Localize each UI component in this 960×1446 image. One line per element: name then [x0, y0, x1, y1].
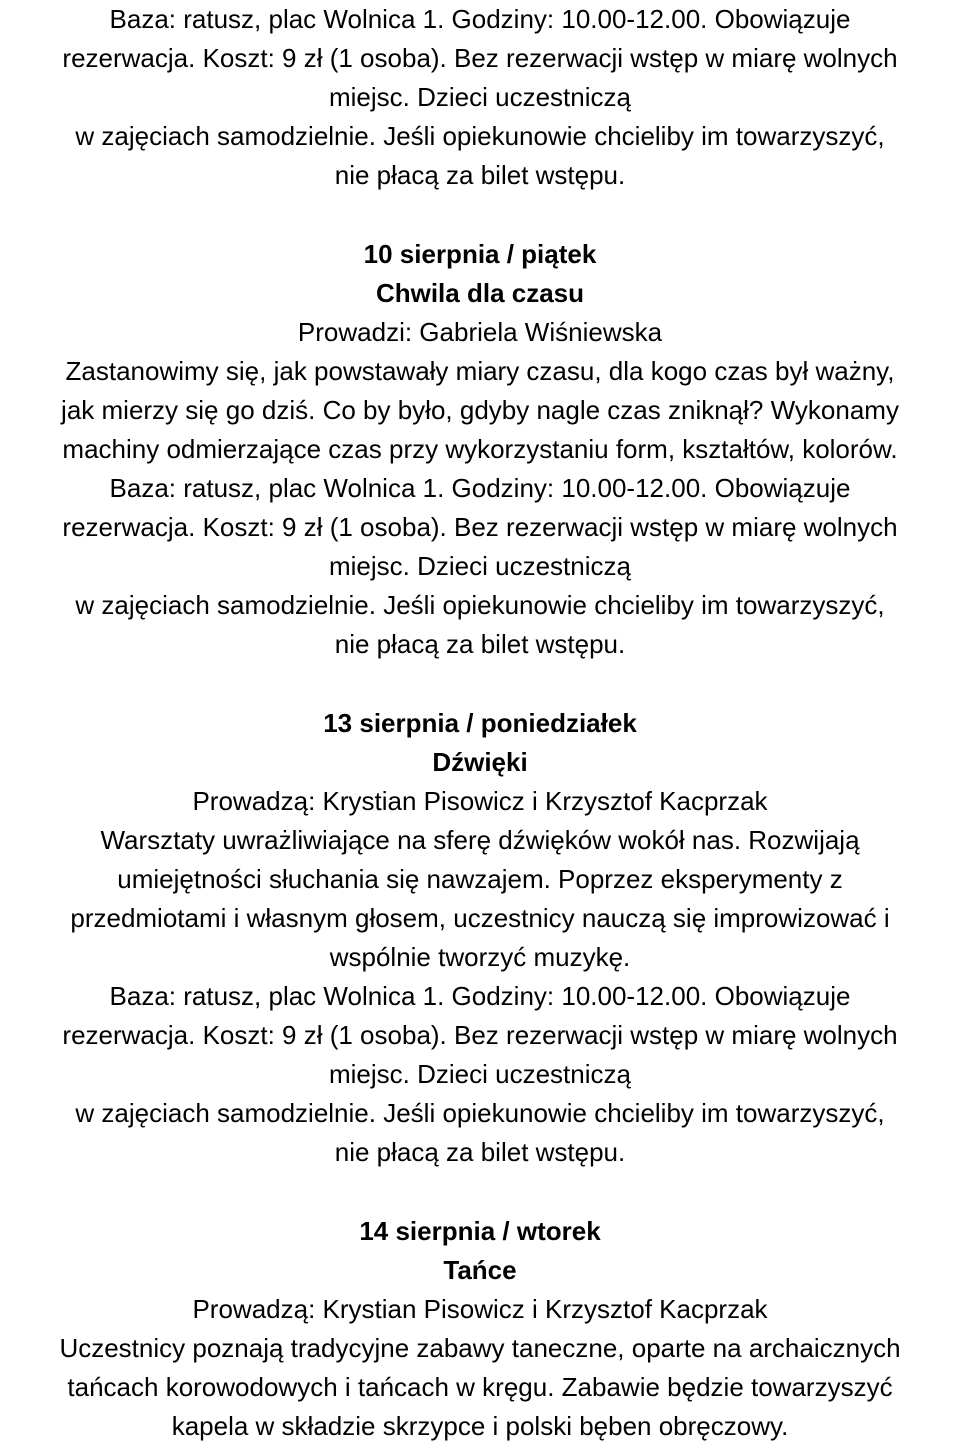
text-line: rezerwacja. Koszt: 9 zł (1 osoba). Bez rezerwacji wstęp w miarę wolnych: [62, 512, 898, 542]
text-line: wspólnie tworzyć muzykę.: [329, 942, 631, 972]
text-line: miejsc. Dzieci uczestniczą: [329, 1059, 631, 1089]
event-date: 13 sierpnia / poniedziałek: [323, 708, 637, 738]
text-line: w zajęciach samodzielnie. Jeśli opiekunowie chcieliby im towarzyszyć,: [75, 121, 885, 151]
text-line: tańcach korowodowych i tańcach w kręgu. Zabawie będzie towarzyszyć: [67, 1372, 893, 1402]
event-date: 14 sierpnia / wtorek: [359, 1216, 601, 1246]
text-line: nie płacą za bilet wstępu.: [334, 160, 626, 190]
text-line: jak mierzy się go dziś. Co by było, gdyby nagle czas zniknął? Wykonamy: [61, 395, 899, 425]
text-line: rezerwacja. Koszt: 9 zł (1 osoba). Bez rezerwacji wstęp w miarę wolnych: [62, 1020, 898, 1050]
event-title: Dźwięki: [432, 747, 528, 777]
event-title: Tańce: [443, 1255, 517, 1285]
event-host: Prowadzi: Gabriela Wiśniewska: [297, 317, 663, 347]
section-gap: [0, 195, 960, 235]
text-line: kapela w składzie skrzypce i polski bęben obręczowy.: [171, 1411, 789, 1441]
text-line: rezerwacja. Koszt: 9 zł (1 osoba). Bez rezerwacji wstęp w miarę wolnych: [62, 43, 898, 73]
text-line: umiejętności słuchania się nawzajem. Poprzez eksperymenty z: [117, 864, 843, 894]
text-line: Baza: ratusz, plac Wolnica 1. Godziny: 10.00-12.00. Obowiązuje: [109, 981, 851, 1011]
text-line: machiny odmierzające czas przy wykorzystaniu form, kształtów, kolorów.: [62, 434, 898, 464]
text-line: przedmiotami i własnym głosem, uczestnicy nauczą się improwizować i: [70, 903, 890, 933]
text-line: Warsztaty uwrażliwiające na sferę dźwięków wokół nas. Rozwijają: [100, 825, 860, 855]
intro-continuation: [0, 0, 960, 195]
text-line: Zastanowimy się, jak powstawały miary czasu, dla kogo czas był ważny,: [65, 356, 895, 386]
text-line: miejsc. Dzieci uczestniczą: [329, 551, 631, 581]
text-line: miejsc. Dzieci uczestniczą: [329, 82, 631, 112]
text-line: nie płacą za bilet wstępu.: [334, 1137, 626, 1167]
text-line: w zajęciach samodzielnie. Jeśli opiekunowie chcieliby im towarzyszyć,: [75, 1098, 885, 1128]
event-title: Chwila dla czasu: [375, 278, 585, 308]
text-line: Baza: ratusz, plac Wolnica 1. Godziny: 10.00-12.00. Obowiązuje: [109, 4, 851, 34]
section-gap: [0, 1172, 960, 1212]
event-date: 10 sierpnia / piątek: [363, 239, 597, 269]
section-gap: [0, 664, 960, 704]
event-host: Prowadzą: Krystian Pisowicz i Krzysztof Kacprzak: [192, 786, 768, 816]
text-line: Uczestnicy poznają tradycyjne zabawy taneczne, oparte na archaicznych: [59, 1333, 901, 1363]
event-section: [0, 704, 960, 1172]
text-line: w zajęciach samodzielnie. Jeśli opiekunowie chcieliby im towarzyszyć,: [75, 590, 885, 620]
event-section: [0, 1212, 960, 1446]
text-line: nie płacą za bilet wstępu.: [334, 629, 626, 659]
event-host: Prowadzą: Krystian Pisowicz i Krzysztof Kacprzak: [192, 1294, 768, 1324]
event-section: [0, 235, 960, 664]
text-line: Baza: ratusz, plac Wolnica 1. Godziny: 10.00-12.00. Obowiązuje: [109, 473, 851, 503]
